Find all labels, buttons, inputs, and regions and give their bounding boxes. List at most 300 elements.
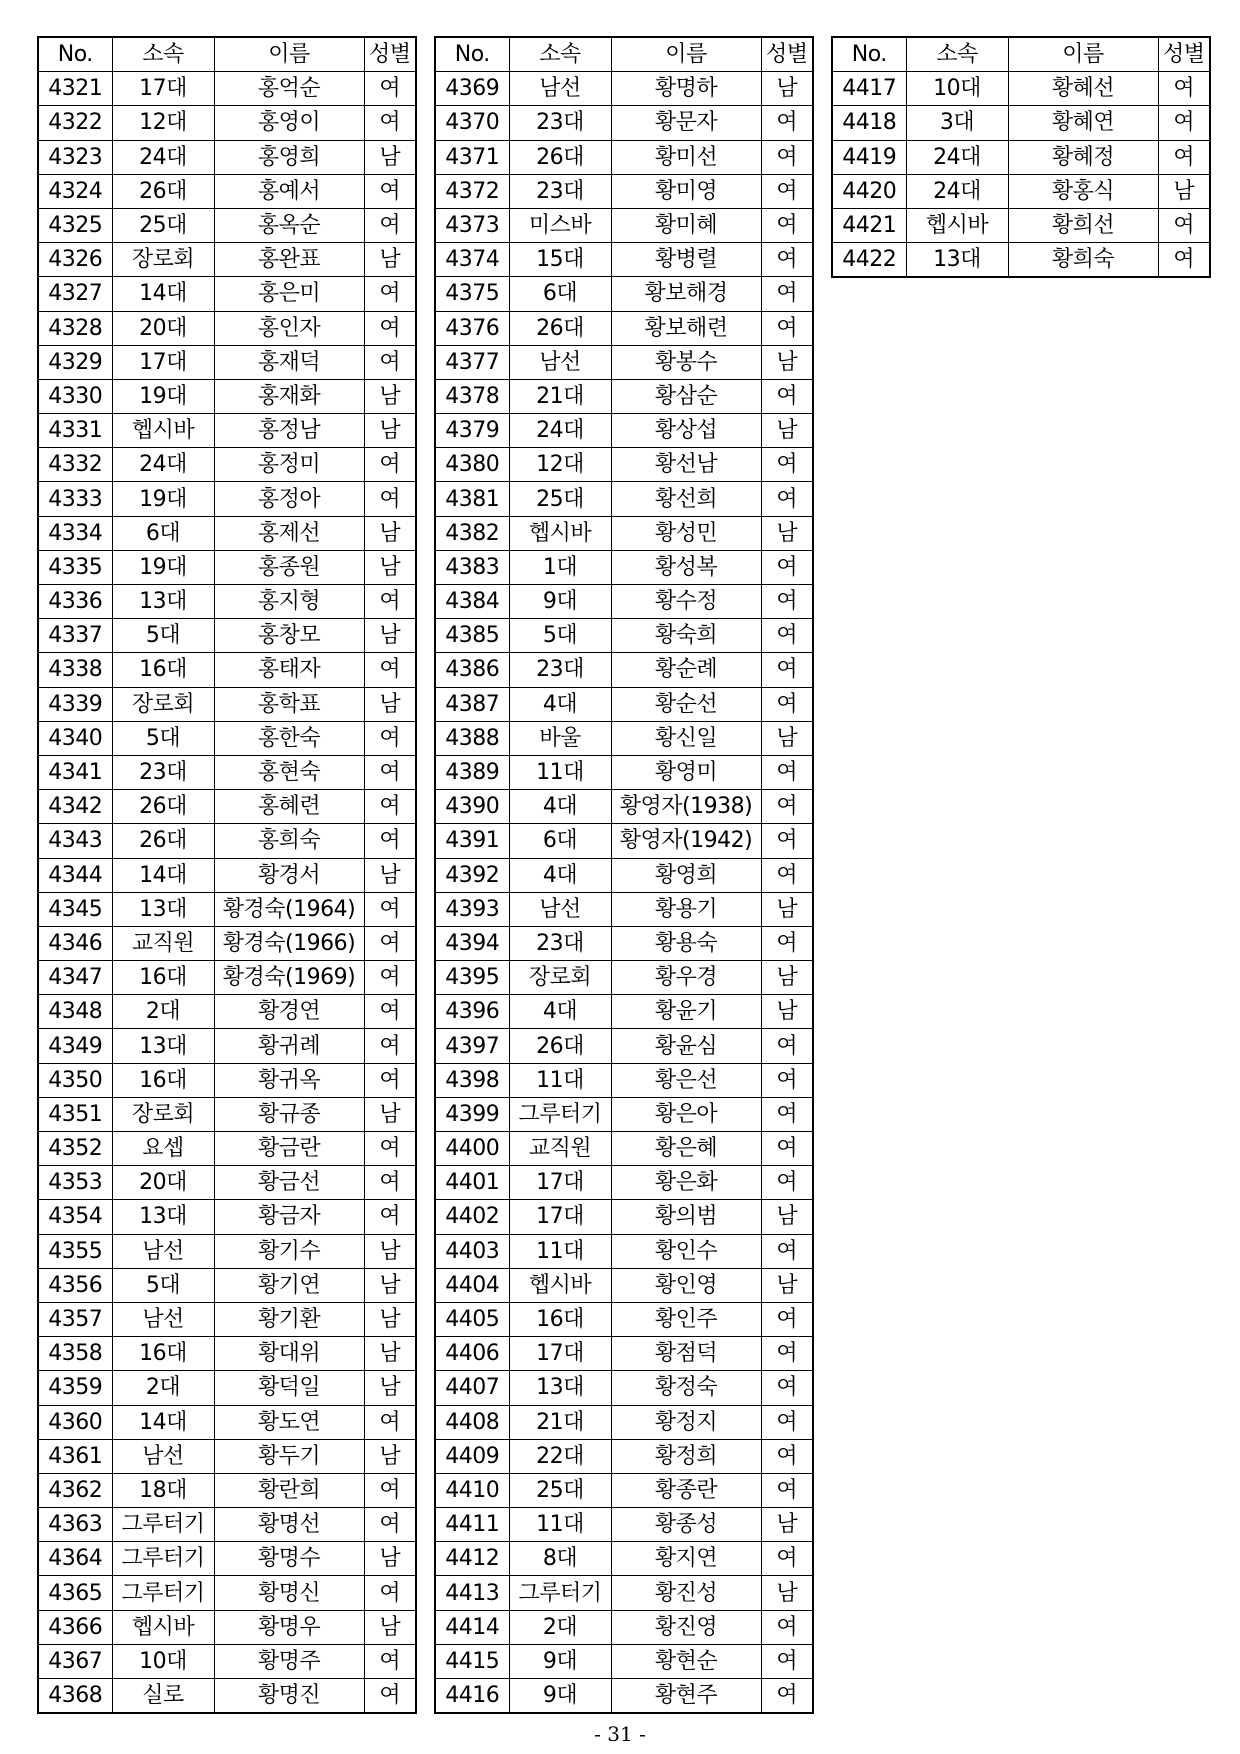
cell-no: 4331 — [38, 414, 112, 448]
cell-name: 황진성 — [611, 1576, 761, 1610]
cell-name: 황은화 — [611, 1166, 761, 1200]
cell-affiliation: 17대 — [509, 1166, 611, 1200]
table-row — [435, 414, 813, 448]
cell-name: 황인영 — [611, 1268, 761, 1302]
cell-affiliation: 11대 — [509, 1063, 611, 1097]
cell-gender: 여 — [364, 482, 416, 516]
table-row — [38, 892, 416, 926]
cell-no: 4326 — [38, 243, 112, 277]
table-row — [435, 1371, 813, 1405]
cell-gender: 여 — [761, 550, 813, 584]
cell-affiliation: 20대 — [112, 1166, 214, 1200]
cell-gender: 여 — [364, 345, 416, 379]
cell-no: 4345 — [38, 892, 112, 926]
table-row — [435, 482, 813, 516]
table-row — [38, 926, 416, 960]
cell-name: 황선남 — [611, 448, 761, 482]
cell-name: 홍영이 — [214, 106, 364, 140]
cell-name: 황명신 — [214, 1576, 364, 1610]
header-row — [38, 37, 416, 72]
header-affiliation: 소속 — [509, 37, 611, 72]
cell-gender: 여 — [761, 1439, 813, 1473]
cell-gender: 여 — [761, 1063, 813, 1097]
cell-gender: 여 — [364, 448, 416, 482]
cell-gender: 여 — [761, 1371, 813, 1405]
cell-name: 황숙희 — [611, 619, 761, 653]
table-row — [38, 1644, 416, 1678]
cell-gender: 여 — [761, 1097, 813, 1131]
cell-gender: 여 — [364, 995, 416, 1029]
cell-name: 홍희숙 — [214, 824, 364, 858]
cell-name: 황순선 — [611, 687, 761, 721]
cell-affiliation: 6대 — [509, 277, 611, 311]
cell-gender: 남 — [364, 1097, 416, 1131]
cell-no: 4353 — [38, 1166, 112, 1200]
cell-gender: 여 — [364, 1405, 416, 1439]
table-row — [832, 243, 1210, 278]
cell-gender: 여 — [761, 1337, 813, 1371]
cell-affiliation: 26대 — [509, 311, 611, 345]
table-row — [435, 1063, 813, 1097]
table-row — [435, 72, 813, 106]
cell-affiliation: 19대 — [112, 482, 214, 516]
cell-affiliation: 3대 — [906, 106, 1008, 140]
cell-no: 4420 — [832, 174, 906, 208]
cell-no: 4321 — [38, 72, 112, 106]
cell-affiliation: 남선 — [112, 1439, 214, 1473]
cell-gender: 여 — [761, 755, 813, 789]
table-row — [832, 140, 1210, 174]
table-row — [435, 174, 813, 208]
table-row — [38, 72, 416, 106]
table-row — [38, 1132, 416, 1166]
cell-affiliation: 그루터기 — [509, 1097, 611, 1131]
cell-affiliation: 17대 — [112, 72, 214, 106]
cell-gender: 여 — [364, 1644, 416, 1678]
cell-name: 홍억순 — [214, 72, 364, 106]
table-row — [832, 174, 1210, 208]
cell-no: 4417 — [832, 72, 906, 106]
cell-name: 황기연 — [214, 1268, 364, 1302]
header-gender: 성별 — [364, 37, 416, 72]
table-row — [435, 755, 813, 789]
cell-gender: 여 — [761, 106, 813, 140]
cell-affiliation: 25대 — [112, 208, 214, 242]
cell-name: 황정지 — [611, 1405, 761, 1439]
cell-affiliation: 23대 — [509, 653, 611, 687]
cell-gender: 여 — [364, 174, 416, 208]
cell-gender: 여 — [761, 1679, 813, 1714]
table-row — [38, 1439, 416, 1473]
cell-name: 황종란 — [611, 1473, 761, 1507]
cell-no: 4396 — [435, 995, 509, 1029]
cell-gender: 남 — [364, 550, 416, 584]
cell-gender: 남 — [761, 961, 813, 995]
roster-table-3 — [831, 36, 1211, 278]
cell-name: 황선희 — [611, 482, 761, 516]
cell-name: 홍학표 — [214, 687, 364, 721]
table-row — [38, 1234, 416, 1268]
table-row — [38, 448, 416, 482]
cell-no: 4354 — [38, 1200, 112, 1234]
cell-name: 황의범 — [611, 1200, 761, 1234]
table-row — [435, 1234, 813, 1268]
cell-affiliation: 13대 — [112, 1200, 214, 1234]
cell-no: 4412 — [435, 1542, 509, 1576]
cell-gender: 남 — [364, 619, 416, 653]
header-affiliation: 소속 — [906, 37, 1008, 72]
table-row — [38, 721, 416, 755]
cell-gender: 여 — [364, 790, 416, 824]
cell-no: 4330 — [38, 379, 112, 413]
cell-name: 황혜선 — [1008, 72, 1158, 106]
cell-name: 홍태자 — [214, 653, 364, 687]
cell-gender: 여 — [761, 585, 813, 619]
cell-no: 4391 — [435, 824, 509, 858]
cell-affiliation: 남선 — [509, 72, 611, 106]
cell-affiliation: 미스바 — [509, 208, 611, 242]
cell-affiliation: 4대 — [509, 858, 611, 892]
cell-affiliation: 4대 — [509, 687, 611, 721]
cell-gender: 여 — [761, 243, 813, 277]
cell-affiliation: 25대 — [509, 482, 611, 516]
cell-no: 4400 — [435, 1132, 509, 1166]
table-row — [435, 995, 813, 1029]
cell-no: 4357 — [38, 1302, 112, 1336]
cell-name: 홍은미 — [214, 277, 364, 311]
cell-no: 4349 — [38, 1029, 112, 1063]
cell-no: 4380 — [435, 448, 509, 482]
cell-affiliation: 13대 — [112, 1029, 214, 1063]
cell-name: 황경서 — [214, 858, 364, 892]
table-row — [435, 1166, 813, 1200]
cell-name: 황희선 — [1008, 208, 1158, 242]
cell-affiliation: 그루터기 — [112, 1508, 214, 1542]
table-row — [38, 1508, 416, 1542]
cell-no: 4367 — [38, 1644, 112, 1678]
cell-affiliation: 16대 — [112, 1337, 214, 1371]
table-row — [435, 1542, 813, 1576]
cell-affiliation: 25대 — [509, 1473, 611, 1507]
cell-gender: 남 — [364, 687, 416, 721]
cell-no: 4347 — [38, 961, 112, 995]
cell-no: 4394 — [435, 926, 509, 960]
cell-affiliation: 10대 — [906, 72, 1008, 106]
cell-affiliation: 26대 — [112, 790, 214, 824]
cell-name: 황영자(1942) — [611, 824, 761, 858]
cell-affiliation: 16대 — [112, 1063, 214, 1097]
cell-name: 황대위 — [214, 1337, 364, 1371]
cell-no: 4352 — [38, 1132, 112, 1166]
cell-affiliation: 14대 — [112, 1405, 214, 1439]
cell-gender: 여 — [364, 1200, 416, 1234]
cell-affiliation: 5대 — [509, 619, 611, 653]
cell-name: 황순례 — [611, 653, 761, 687]
cell-name: 황경연 — [214, 995, 364, 1029]
cell-no: 4383 — [435, 550, 509, 584]
cell-name: 황봉수 — [611, 345, 761, 379]
table-row — [38, 1063, 416, 1097]
cell-no: 4328 — [38, 311, 112, 345]
table-row — [38, 550, 416, 584]
cell-name: 황점덕 — [611, 1337, 761, 1371]
roster-table-2 — [434, 36, 814, 1714]
cell-gender: 여 — [364, 1473, 416, 1507]
table-row — [435, 1097, 813, 1131]
cell-no: 4363 — [38, 1508, 112, 1542]
cell-affiliation: 21대 — [509, 1405, 611, 1439]
table-row — [38, 1200, 416, 1234]
cell-name: 홍정아 — [214, 482, 364, 516]
cell-name: 홍종원 — [214, 550, 364, 584]
cell-affiliation: 그루터기 — [112, 1576, 214, 1610]
cell-no: 4387 — [435, 687, 509, 721]
cell-name: 홍정미 — [214, 448, 364, 482]
cell-gender: 여 — [761, 858, 813, 892]
table-row — [38, 345, 416, 379]
cell-gender: 여 — [761, 653, 813, 687]
cell-no: 4395 — [435, 961, 509, 995]
table-row — [435, 585, 813, 619]
cell-gender: 여 — [364, 72, 416, 106]
cell-name: 황용기 — [611, 892, 761, 926]
cell-affiliation: 6대 — [509, 824, 611, 858]
cell-affiliation: 남선 — [112, 1234, 214, 1268]
cell-affiliation: 24대 — [906, 174, 1008, 208]
cell-name: 황희숙 — [1008, 243, 1158, 278]
cell-name: 홍한숙 — [214, 721, 364, 755]
table-row — [38, 414, 416, 448]
cell-name: 홍지형 — [214, 585, 364, 619]
cell-name: 황은혜 — [611, 1132, 761, 1166]
cell-gender: 여 — [364, 926, 416, 960]
table-row — [435, 345, 813, 379]
table-row — [38, 208, 416, 242]
cell-affiliation: 10대 — [112, 1644, 214, 1678]
cell-gender: 남 — [364, 140, 416, 174]
cell-affiliation: 5대 — [112, 619, 214, 653]
table-row — [832, 208, 1210, 242]
cell-affiliation: 장로회 — [112, 687, 214, 721]
cell-gender: 남 — [364, 1371, 416, 1405]
header-row — [832, 37, 1210, 72]
cell-gender: 여 — [761, 824, 813, 858]
cell-name: 황성복 — [611, 550, 761, 584]
cell-no: 4329 — [38, 345, 112, 379]
table-row — [435, 140, 813, 174]
cell-no: 4343 — [38, 824, 112, 858]
cell-name: 홍인자 — [214, 311, 364, 345]
cell-no: 4375 — [435, 277, 509, 311]
cell-name: 홍옥순 — [214, 208, 364, 242]
cell-no: 4399 — [435, 1097, 509, 1131]
cell-gender: 남 — [761, 995, 813, 1029]
cell-affiliation: 그루터기 — [112, 1542, 214, 1576]
cell-name: 황현주 — [611, 1679, 761, 1714]
cell-gender: 여 — [761, 1542, 813, 1576]
cell-gender: 여 — [761, 482, 813, 516]
table-row — [435, 687, 813, 721]
cell-no: 4342 — [38, 790, 112, 824]
cell-no: 4336 — [38, 585, 112, 619]
cell-gender: 남 — [364, 516, 416, 550]
cell-name: 황수정 — [611, 585, 761, 619]
table-row — [832, 72, 1210, 106]
table-row — [435, 824, 813, 858]
header-name: 이름 — [1008, 37, 1158, 72]
cell-affiliation: 요셉 — [112, 1132, 214, 1166]
cell-name: 황윤기 — [611, 995, 761, 1029]
cell-affiliation: 11대 — [509, 755, 611, 789]
cell-no: 4416 — [435, 1679, 509, 1714]
cell-name: 황삼순 — [611, 379, 761, 413]
table-row — [435, 277, 813, 311]
table-row — [38, 311, 416, 345]
table-row — [38, 1029, 416, 1063]
table-row — [435, 1439, 813, 1473]
cell-no: 4402 — [435, 1200, 509, 1234]
cell-no: 4348 — [38, 995, 112, 1029]
table-row — [435, 790, 813, 824]
cell-gender: 여 — [761, 926, 813, 960]
cell-affiliation: 9대 — [509, 1679, 611, 1714]
cell-no: 4340 — [38, 721, 112, 755]
cell-name: 황귀례 — [214, 1029, 364, 1063]
cell-name: 황경숙(1966) — [214, 926, 364, 960]
cell-affiliation: 헵시바 — [112, 414, 214, 448]
cell-gender: 여 — [761, 1029, 813, 1063]
cell-name: 황명하 — [611, 72, 761, 106]
cell-name: 홍재화 — [214, 379, 364, 413]
cell-gender: 남 — [1158, 174, 1210, 208]
table-row — [38, 1371, 416, 1405]
cell-affiliation: 16대 — [112, 653, 214, 687]
cell-affiliation: 12대 — [112, 106, 214, 140]
cell-no: 4376 — [435, 311, 509, 345]
cell-no: 4335 — [38, 550, 112, 584]
cell-no: 4364 — [38, 1542, 112, 1576]
cell-no: 4323 — [38, 140, 112, 174]
cell-affiliation: 20대 — [112, 311, 214, 345]
cell-name: 홍완표 — [214, 243, 364, 277]
cell-name: 홍창모 — [214, 619, 364, 653]
cell-name: 황혜연 — [1008, 106, 1158, 140]
cell-no: 4359 — [38, 1371, 112, 1405]
table-row — [38, 1610, 416, 1644]
table-row — [435, 550, 813, 584]
table-row — [435, 1610, 813, 1644]
cell-gender: 남 — [364, 1302, 416, 1336]
cell-affiliation: 9대 — [509, 1644, 611, 1678]
cell-no: 4360 — [38, 1405, 112, 1439]
cell-name: 황귀옥 — [214, 1063, 364, 1097]
cell-affiliation: 19대 — [112, 550, 214, 584]
cell-no: 4351 — [38, 1097, 112, 1131]
cell-name: 황윤심 — [611, 1029, 761, 1063]
cell-gender: 여 — [364, 277, 416, 311]
table-row — [435, 1132, 813, 1166]
cell-name: 홍혜련 — [214, 790, 364, 824]
cell-name: 황성민 — [611, 516, 761, 550]
cell-gender: 남 — [761, 892, 813, 926]
cell-gender: 여 — [761, 208, 813, 242]
table-row — [435, 892, 813, 926]
cell-no: 4361 — [38, 1439, 112, 1473]
table-row — [435, 1473, 813, 1507]
cell-affiliation: 24대 — [112, 448, 214, 482]
table-row — [38, 1679, 416, 1714]
cell-affiliation: 13대 — [509, 1371, 611, 1405]
table-row — [435, 721, 813, 755]
cell-gender: 남 — [761, 414, 813, 448]
table-row — [38, 516, 416, 550]
cell-no: 4422 — [832, 243, 906, 278]
cell-name: 홍정남 — [214, 414, 364, 448]
cell-affiliation: 교직원 — [509, 1132, 611, 1166]
cell-name: 황용숙 — [611, 926, 761, 960]
cell-gender: 여 — [1158, 106, 1210, 140]
cell-affiliation: 4대 — [509, 995, 611, 1029]
cell-name: 황진영 — [611, 1610, 761, 1644]
table-row — [38, 140, 416, 174]
cell-name: 황도연 — [214, 1405, 364, 1439]
cell-gender: 남 — [761, 1508, 813, 1542]
table-row — [38, 755, 416, 789]
cell-no: 4374 — [435, 243, 509, 277]
cell-gender: 여 — [761, 687, 813, 721]
cell-no: 4356 — [38, 1268, 112, 1302]
cell-no: 4407 — [435, 1371, 509, 1405]
cell-affiliation: 9대 — [509, 585, 611, 619]
cell-no: 4415 — [435, 1644, 509, 1678]
cell-gender: 여 — [761, 311, 813, 345]
cell-affiliation: 14대 — [112, 858, 214, 892]
cell-affiliation: 4대 — [509, 790, 611, 824]
cell-name: 황정희 — [611, 1439, 761, 1473]
table-row — [38, 379, 416, 413]
header-no: No. — [832, 37, 906, 72]
table-row — [38, 1337, 416, 1371]
cell-gender: 여 — [761, 1234, 813, 1268]
table-row — [435, 243, 813, 277]
cell-no: 4332 — [38, 448, 112, 482]
table-row — [832, 106, 1210, 140]
cell-affiliation: 26대 — [509, 140, 611, 174]
cell-no: 4419 — [832, 140, 906, 174]
table-row — [38, 1097, 416, 1131]
cell-name: 황문자 — [611, 106, 761, 140]
cell-no: 4403 — [435, 1234, 509, 1268]
cell-no: 4393 — [435, 892, 509, 926]
cell-gender: 남 — [364, 414, 416, 448]
table-row — [435, 858, 813, 892]
cell-name: 황인수 — [611, 1234, 761, 1268]
cell-gender: 여 — [364, 1576, 416, 1610]
cell-name: 황금자 — [214, 1200, 364, 1234]
cell-no: 4405 — [435, 1302, 509, 1336]
cell-gender: 남 — [364, 1610, 416, 1644]
table-row — [435, 653, 813, 687]
table-row — [38, 1166, 416, 1200]
cell-no: 4404 — [435, 1268, 509, 1302]
cell-no: 4339 — [38, 687, 112, 721]
table-row — [38, 1542, 416, 1576]
cell-affiliation: 6대 — [112, 516, 214, 550]
cell-no: 4388 — [435, 721, 509, 755]
table-row — [38, 790, 416, 824]
cell-affiliation: 13대 — [906, 243, 1008, 278]
cell-affiliation: 17대 — [509, 1200, 611, 1234]
